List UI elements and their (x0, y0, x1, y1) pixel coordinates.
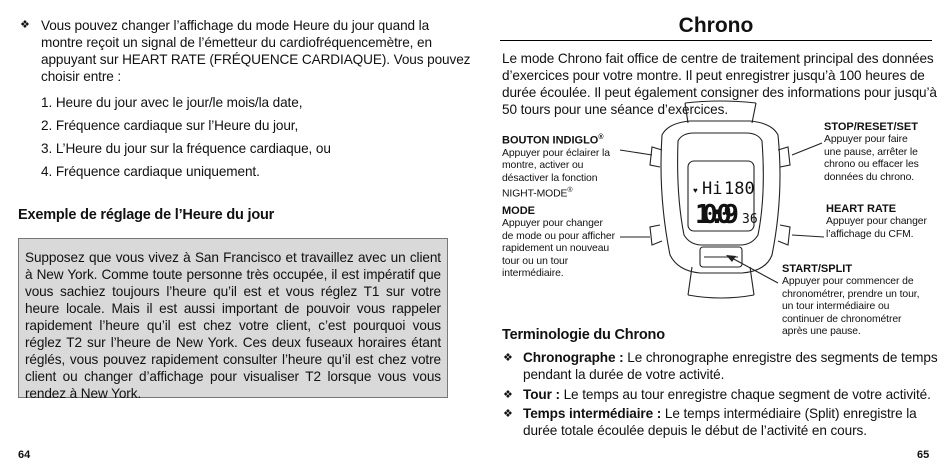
display-top-right: 180 (724, 179, 755, 199)
display-seconds: 36 (742, 212, 758, 227)
chrono-intro-paragraph: Le mode Chrono fait office de centre de traitement principal des données d’exercices pour votre montre. Il peut enregistrer jusqu’à 100 heures de durée écoulée. Il peut également consigner des informations pour jusqu’à 50 tours pour une séance d’exercices. (502, 51, 937, 117)
title-rule (500, 40, 932, 41)
term-temps-intermediaire: Temps intermédiaire : Le temps intermédiaire (Split) enregistre la durée totale écoulée depuis le début de l’activité en cours. (523, 406, 917, 438)
display-main-time: 10:09 (695, 200, 739, 230)
display-top-left: Hi (702, 179, 723, 199)
term-chronographe: Chronographe : Le chronographe enregistre des segments de temps pendant la durée de votre activité. (523, 350, 938, 382)
term-tour: Tour : Le temps au tour enregistre chaque segment de votre activité. (523, 387, 931, 402)
example-box-text: Supposez que vous vivez à San Francisco et travaillez avec un client à New York. Comme toute personne très occupée, il est impératif que vous sachiez toujours l’heure qu’il est et vous réglez T1 sur votre heure locale. Mais il est aussi important de pouvoir vous rappeler rapidement l’heure qu’il est chez votre client, c’est pourquoi vous réglez T2 sur l’heure de New York. Ces deux fuseaux horaires étant réglés, vous pouvez rapidement consulter l’heure qu’il est chez votre client ou changer d’affichage pour visualiser T2 lorsque vous vous rendez à New York. (25, 250, 441, 401)
list-item: 2. Fréquence cardiaque sur l’Heure du jour, (41, 118, 299, 133)
diamond-bullet-icon: ❖ (503, 408, 513, 420)
display-options-list (41, 94, 331, 186)
list-item: 4. Fréquence cardiaque uniquement. (41, 164, 260, 179)
label-mode: MODE Appuyer pour changer de mode ou pour afficher rapidement un nouveau tour ou un tour intermédiaire. (502, 205, 615, 280)
page-number-left: 64 (18, 449, 31, 461)
page-title: Chrono (678, 14, 754, 37)
section-heading-example: Exemple de réglage de l’Heure du jour (18, 207, 275, 223)
label-indiglo: BOUTON INDIGLO® Appuyer pour éclairer la montre, activer ou désactiver la fonction NIGHT-MODE® (502, 134, 610, 200)
diamond-bullet-icon: ❖ (20, 19, 30, 31)
diamond-bullet-icon: ❖ (503, 389, 513, 401)
list-item: 1. Heure du jour avec le jour/le mois/la date, (41, 95, 303, 110)
label-stop-reset-set: STOP/RESET/SET Appuyer pour faire une pause, arrêter le chrono ou effacer les données du chrono. (824, 121, 919, 183)
page-number-right: 65 (917, 449, 930, 461)
label-start-split: START/SPLIT Appuyer pour commencer de chronométrer, prendre un tour, un tour intermédiaire ou continuer de chronométrer après une pause. (782, 263, 920, 338)
heart-icon: ♥ (693, 186, 698, 195)
section-heading-terminology: Terminologie du Chrono (502, 327, 665, 343)
diamond-bullet-icon: ❖ (503, 352, 513, 364)
label-heart-rate: HEART RATE Appuyer pour changer l’affichage du CFM. (826, 203, 927, 240)
watch-illustration (600, 95, 830, 325)
intro-bullet-paragraph: Vous pouvez changer l’affichage du mode Heure du jour quand la montre reçoit un signal de l’émetteur du cardiofréquencemètre, en appuyant sur HEART RATE (FRÉQUENCE CARDIAQUE). Vous pouvez choisir entre : (41, 18, 471, 84)
list-item: 3. L’Heure du jour sur la fréquence cardiaque, ou (41, 141, 331, 156)
example-box (18, 238, 448, 401)
